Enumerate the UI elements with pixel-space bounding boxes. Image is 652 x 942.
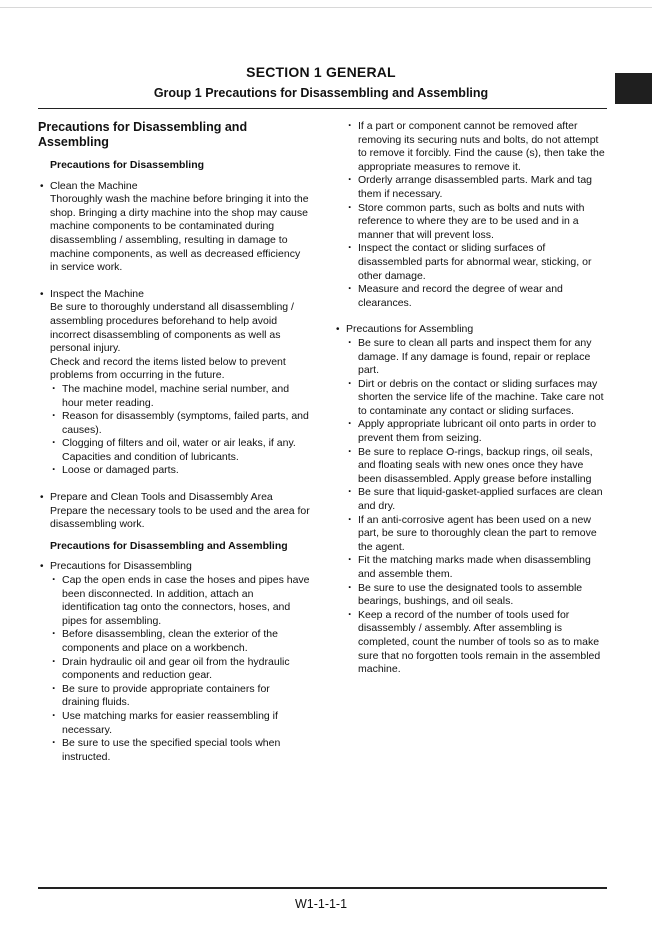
sub-heading-dis-assembling: Precautions for Disassembling and Assembling (50, 539, 288, 552)
clean-machine-text: Thoroughly wash the machine before bringing it into the shop. Bringing a dirty machine into the shop may cause machine components to be contaminated during disassembling / assembling, resulting in damage to machine components, as well as decreased efficiency in service work. (50, 193, 309, 274)
list-item: · Keep a record of the number of tools used for disassembly / assembly. After assembling is completed, count the number of tools so as to make sure that no forgotten tools remain in the assembled machine. (346, 609, 608, 677)
section-title: SECTION 1 GENERAL (246, 64, 396, 80)
inspect-machine-text-1: Be sure to thoroughly understand all disassembling / assembling procedures beforehand to help avoid incorrect disassembling of components as well as personal injury. (50, 301, 294, 355)
main-heading: Precautions for Disassembling and Assembling (38, 120, 248, 149)
list-item: · Cap the open ends in case the hoses and pipes have been disconnected. In addition, attach an identification tag onto the connectors, hoses, and pipes for assembling. (50, 574, 310, 628)
list-item: · Apply appropriate lubricant oil onto parts in order to prevent them from seizing. (346, 418, 608, 445)
list-item: · Inspect the contact or sliding surfaces of disassembled parts for abnormal wear, sticking, or other damage. (346, 242, 608, 283)
bullet-prepare-tools: • Prepare and Clean Tools and Disassembly Area (38, 491, 310, 505)
right-column (334, 120, 608, 677)
bullet-clean-machine: • Clean the Machine (38, 180, 310, 194)
list-item: · Be sure to clean all parts and inspect them for any damage. If any damage is found, repair or replace part. (346, 337, 608, 378)
inspect-items-list (38, 383, 310, 478)
list-item: · Clogging of filters and oil, water or air leaks, if any. Capacities and condition of lubricants. (50, 437, 310, 464)
prepare-tools-text: Prepare the necessary tools to be used and the area for disassembling work. (50, 504, 310, 531)
list-item: · Fit the matching marks made when disassembling and assemble them. (346, 554, 608, 581)
bullet-precautions-disassembling: • Precautions for Disassembling (38, 560, 310, 574)
list-item: · Be sure to use the designated tools to assemble bearings, bushings, and oil seals. (346, 582, 608, 609)
list-item: · Be sure to replace O-rings, backup rings, oil seals, and floating seals with new ones once they have been disassembled. Apply grease before installing (346, 446, 608, 487)
header-rule (38, 108, 607, 109)
group-title: Group 1 Precautions for Disassembling and Assembling (153, 86, 489, 100)
footer-rule (38, 887, 607, 889)
top-border (0, 7, 652, 8)
disassembling-items-continued (334, 120, 608, 310)
bullet-inspect-machine: • Inspect the Machine (38, 288, 310, 302)
bullet-precautions-assembling: • Precautions for Assembling (334, 323, 608, 337)
list-item: · Be sure to use the specified special tools when instructed. (50, 737, 310, 764)
list-item: · Loose or damaged parts. (50, 464, 310, 478)
list-item: · Reason for disassembly (symptoms, failed parts, and causes). (50, 410, 310, 437)
list-item: · Use matching marks for easier reassembling if necessary. (50, 710, 310, 737)
list-item: · The machine model, machine serial number, and hour meter reading. (50, 383, 310, 410)
left-column (38, 120, 310, 764)
list-item: · Be sure that liquid-gasket-applied surfaces are clean and dry. (346, 486, 608, 513)
assembling-items-list (334, 337, 608, 677)
disassembling-items-list (38, 574, 310, 764)
list-item: · Store common parts, such as bolts and nuts with reference to where they are to be used and in a manner that will prevent loss. (346, 202, 608, 243)
list-item: · If an anti-corrosive agent has been used on a new part, be sure to thoroughly clean the part to remove the agent. (346, 514, 608, 555)
list-item: · Measure and record the degree of wear and clearances. (346, 283, 608, 310)
list-item: · Before disassembling, clean the exterior of the components and place on a workbench. (50, 628, 310, 655)
list-item: · Orderly arrange disassembled parts. Mark and tag them if necessary. (346, 174, 608, 201)
list-item: · If a part or component cannot be removed after removing its securing nuts and bolts, do not attempt to remove it forcibly. Find the cause (s), then take the appropriate measures to remove it. (346, 120, 608, 174)
list-item: · Be sure to provide appropriate containers for draining fluids. (50, 683, 310, 710)
page-number: W1-1-1-1 (294, 897, 348, 911)
list-item: · Dirt or debris on the contact or sliding surfaces may shorten the service life of the machine. Take care not to contaminate any contact or sliding surfaces. (346, 378, 608, 419)
inspect-machine-text-2: Check and record the items listed below to prevent problems from occurring in the future. (50, 355, 286, 382)
sub-heading-disassembling: Precautions for Disassembling (50, 159, 205, 171)
list-item: · Drain hydraulic oil and gear oil from the hydraulic components and reduction gear. (50, 656, 310, 683)
